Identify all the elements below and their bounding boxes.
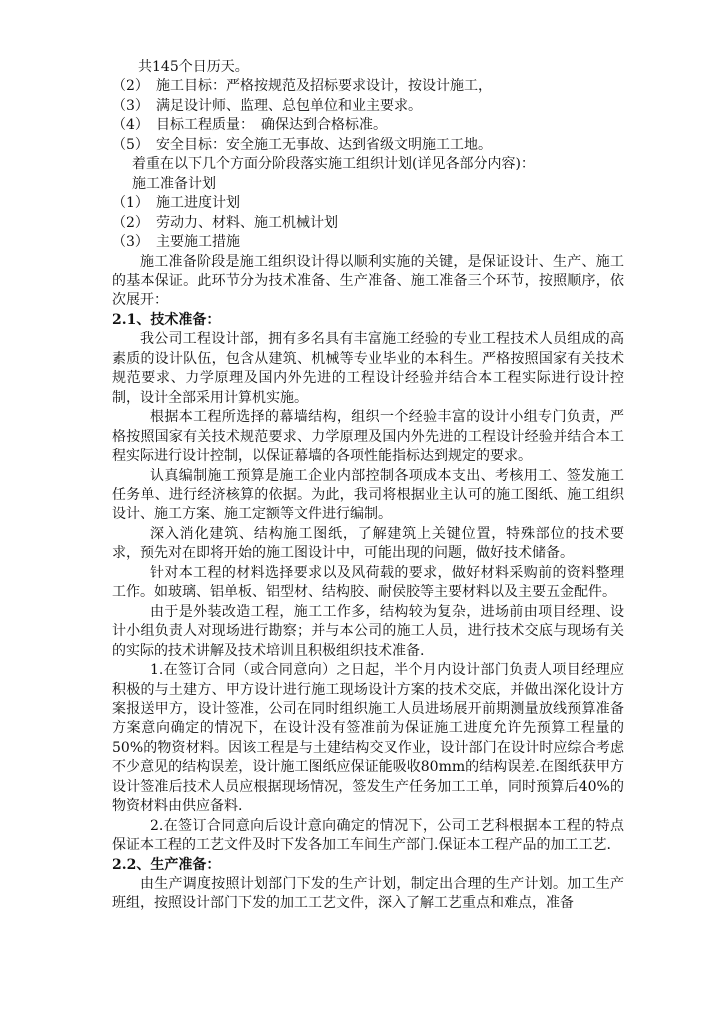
total-days-line: 共145个日历天。 [138,59,249,75]
goal-number: （4） [112,117,149,134]
section-heading-tech: 2.1、技术准备： [112,311,221,328]
plan-item [112,233,624,252]
paragraph: 我公司工程设计部，拥有多名具有丰富施工经验的专业工程技术人员组成的高素质的设计队伍，包含从建筑、机械等专业毕业的本科生。严格按照国家有关技术规范要求、力学原理及国内外先进的工程设计经验并结合本工程实际进行设计控制，设计全部采用计算机实施。 [112,331,624,406]
goal-text: 满足设计师、监理、总包单位和业主要求。 [156,97,422,114]
paragraph: 深入消化建筑、结构施工图纸，了解建筑上关键位置，特殊部位的技术要求，预先对在即将开始的施工图设计中，可能出现的问题，做好技术储备。 [112,525,624,562]
goal-item [112,77,624,96]
prep-plan-title: 施工准备计划 [132,175,216,192]
paragraph: 认真编制施工预算是施工企业内部控制各项成本支出、考核用工、签发施工任务单、进行经济核算的依据。为此，我司将根据业主认可的施工图纸、施工组织设计、施工方案、施工定额等文件进行编制。 [112,467,624,523]
paragraph: 由生产调度按照计划部门下发的生产计划，制定出合理的生产计划。加工生产班组，按照设计部门下发的加工工艺文件，深入了解工艺重点和难点，准备 [112,876,624,912]
plan-number: （2） [112,214,149,231]
paragraph: 根据本工程所选择的幕墙结构，组织一个经验丰富的设计小组专门负责，严格按照国家有关技术规范要求、力学原理及国内外先进的工程设计经验并结合本工程实际进行设计控制，以保证幕墙的各项性能指标达到规定的要求。 [112,409,624,465]
goal-item [112,116,624,135]
paragraph: 1.在签订合同（或合同意向）之日起，半个月内设计部门负责人项目经理应积极的与土建方、甲方设计进行施工现场设计方案的技术交底，并做出深化设计方案报送甲方，设计签准，公司在同时组织施工人员进场展开前期测量放线预算准备方案意向确定的情况下，在设计没有签准前为保证施工进度允许先预算工程量的50%的物资材料。因该工程是与土建结构交叉作业，设计部门在设计时应综合考虑不少意见的结构误差，设计施工图纸应保证能吸收80mm的结构误差.在图纸获甲方设计签准后技术人员应根据现场情况，签发生产任务加工工单，同时预算后40%的物资材料由供应备料. [112,662,624,815]
goal-number: （5） [112,136,149,153]
plan-item [112,194,624,213]
section-heading-prod: 2.2、生产准备： [112,856,221,873]
plan-text: 施工进度计划 [156,195,240,212]
paragraph: 2.在签订合同意向后设计意向确定的情况下，公司工艺科根据本工程的特点保证本工程的工艺文件及时下发各加工车间生产部门.保证本工程产品的加工工艺. [112,817,624,854]
plan-text: 主要施工措施 [156,234,240,251]
paragraph: 由于是外装改造工程，施工工作多，结构较为复杂，进场前由项目经理、设计小组负责人对现场进行勘察；并与本公司的施工人员，进行技术交底与现场有关的实际的技术讲解及技术培训且积极组织技术准备. [112,603,624,659]
goal-text: 目标工程质量： 确保达到合格标准。 [156,117,387,134]
goal-text: 安全目标：安全施工无事故、达到省级文明施工工地。 [156,136,492,153]
plan-number: （3） [112,234,149,251]
intro-paragraph: 施工准备阶段是施工组织设计得以顺利实施的关键，是保证设计、生产、施工的基本保证。此环节分为技术准备、生产准备、施工准备三个环节，按照顺序，依次展开： [112,253,624,309]
plan-number: （1） [112,195,149,212]
goal-number: （3） [112,97,149,114]
goal-text: 施工目标：严格按规范及招标要求设计，按设计施工， [156,78,492,95]
plan-item [112,214,624,233]
plan-text: 劳动力、材料、施工机械计划 [156,214,338,231]
goal-item [112,97,624,116]
paragraph: 针对本工程的材料选择要求以及风荷载的要求，做好材料采购前的资料整理工作。如玻璃、铝单板、铝型材、结构胶、耐侯胶等主要材料以及主要五金配件。 [112,564,624,601]
goal-item [112,136,624,155]
focus-line: 着重在以下几个方面分阶段落实施工组织计划(详见各部分内容)： [132,156,535,173]
goal-number: （2） [112,78,149,95]
